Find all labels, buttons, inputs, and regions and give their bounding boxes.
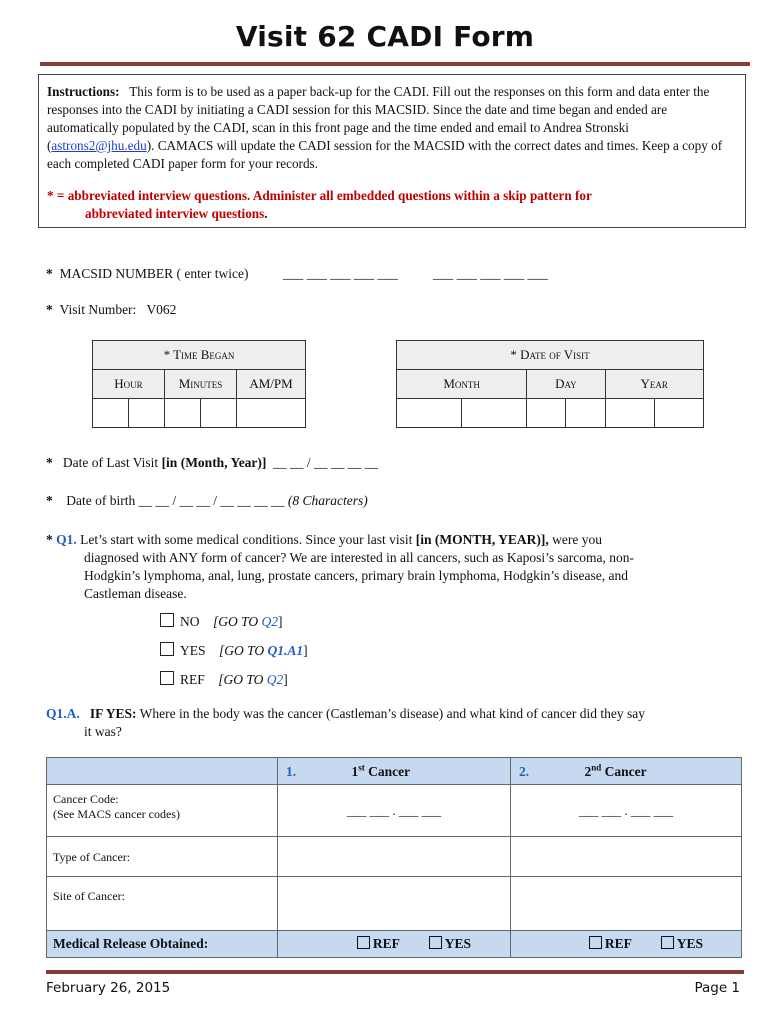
cancer-code-label-a: Cancer Code:	[53, 792, 119, 806]
q1a-text: Where in the body was the cancer (Castleman’s disease) and what kind of cancer did they say	[139, 706, 645, 721]
required-star: *	[46, 455, 53, 470]
year-cell-2[interactable]	[654, 399, 703, 428]
cancer-2-ordinal-suffix: nd	[591, 762, 602, 773]
cancer-table-corner	[47, 758, 278, 785]
cancer-1-label: Cancer	[368, 763, 411, 779]
goto-target: Q2	[261, 614, 279, 629]
visit-number-label: Visit Number:	[59, 302, 137, 317]
cancer-1-ref-option[interactable]	[357, 936, 400, 951]
page-title: Visit 62 CADI Form	[235, 20, 535, 53]
cancer-2-label: Cancer	[604, 763, 647, 779]
checkbox-icon[interactable]	[589, 936, 602, 949]
option-label: REF	[180, 672, 205, 687]
cancer-2-ref-option[interactable]	[589, 936, 632, 951]
option-label: NO	[180, 614, 200, 629]
macsid-row	[46, 266, 248, 282]
dob-input[interactable]: __ __ / __ __ / __ __ __ __	[138, 493, 285, 508]
q1a-line1	[46, 705, 736, 723]
required-star: *	[46, 302, 53, 317]
checkbox-icon[interactable]	[160, 613, 174, 627]
type-of-cancer-label: Type of Cancer:	[47, 837, 278, 877]
cancer-2-code-input[interactable]: ___ ___ . ___ ___	[511, 785, 742, 837]
goto-target: Q2	[266, 672, 284, 687]
instructions-text	[47, 83, 737, 173]
dob-note: (8 Characters)	[287, 493, 368, 508]
macsid-input-1[interactable]: ___ ___ ___ ___ ___	[283, 266, 398, 281]
visit-number-row	[46, 302, 176, 318]
goto-target: Q1.A1	[267, 643, 304, 658]
q1-text-a: Let’s start with some medical conditions. Since your last visit	[80, 532, 413, 547]
checkbox-icon[interactable]	[357, 936, 370, 949]
year-cell-1[interactable]	[605, 399, 654, 428]
email-link[interactable]: astrons2@jhu.edu	[51, 138, 147, 153]
goto-suffix: ]	[303, 643, 308, 658]
q1a-block	[46, 705, 736, 741]
visit-number-value: V062	[146, 302, 177, 317]
macsid-label: MACSID NUMBER ( enter twice)	[59, 266, 249, 281]
instructions-box	[38, 74, 746, 228]
hour-header: Hour	[93, 370, 165, 399]
footer-rule	[46, 970, 744, 974]
day-cell-2[interactable]	[566, 399, 605, 428]
cancer-1-code-input[interactable]: ___ ___ . ___ ___	[278, 785, 511, 837]
minutes-cell-2[interactable]	[201, 399, 237, 428]
macsid-input-2[interactable]: ___ ___ ___ ___ ___	[433, 266, 548, 281]
last-visit-row	[46, 455, 378, 471]
cancer-1-yes-option[interactable]	[429, 936, 471, 951]
cancer-1-header	[278, 758, 511, 785]
day-cell-1[interactable]	[527, 399, 566, 428]
q1-option-ref[interactable]	[160, 671, 288, 688]
q1a-ifyes: IF YES:	[89, 706, 137, 721]
cancer-2-header	[511, 758, 742, 785]
q1a-number: Q1.A.	[46, 706, 80, 721]
instructions-part2: ). CAMACS will update the CADI session for the MACSID with the correct dates and times. Keep a copy of each completed CADI paper form for your records.	[47, 138, 723, 171]
cancer-2-type-input[interactable]	[511, 837, 742, 877]
goto-suffix: ]	[278, 614, 283, 629]
cancer-2-title	[533, 764, 647, 779]
cancer-code-label-b: (See MACS cancer codes)	[53, 807, 180, 821]
hour-cell-2[interactable]	[129, 399, 165, 428]
option-label: REF	[372, 936, 400, 951]
q1-block	[46, 531, 726, 603]
option-label: REF	[604, 936, 632, 951]
q1-text-b: were you	[552, 532, 602, 547]
month-header: Month	[397, 370, 527, 399]
dob-label: Date of birth	[66, 493, 136, 508]
title-rule	[40, 62, 750, 66]
cancer-1-site-input[interactable]	[278, 877, 511, 931]
q1-bold: [in (MONTH, YEAR)],	[415, 532, 549, 547]
footer-date: February 26, 2015	[46, 980, 171, 996]
dob-row	[46, 493, 368, 509]
last-visit-label: Date of Last Visit	[62, 455, 159, 470]
instructions-label: Instructions:	[47, 84, 120, 99]
option-label: YES	[676, 936, 704, 951]
abbreviated-note-line1: * = abbreviated interview questions. Administer all embedded questions within a skip pattern for	[47, 188, 592, 203]
cancer-2-site-input[interactable]	[511, 877, 742, 931]
goto-prefix: [GO TO	[219, 643, 265, 658]
goto-suffix: ]	[283, 672, 288, 687]
q1-line2: diagnosed with ANY form of cancer? We are interested in all cancers, such as Kaposi’s sarcoma, non-	[84, 550, 634, 565]
year-header: Year	[605, 370, 704, 399]
medical-release-label: Medical Release Obtained:	[47, 931, 278, 958]
minutes-cell-1[interactable]	[165, 399, 201, 428]
time-began-table	[92, 340, 306, 428]
checkbox-icon[interactable]	[160, 642, 174, 656]
q1a-line2: it was?	[84, 724, 122, 739]
last-visit-input[interactable]: __ __ / __ __ __ __	[273, 455, 379, 470]
cancer-1-ordinal: 1	[351, 763, 359, 779]
instructions-part1: This form is to be used as a paper back-up for the CADI. Fill out the responses on this form and data enter the responses into the CADI by initiating a CADI session for this MACSID. Since the date and time began and ended are automatically populated by the CADI, scan in this front page and the time ended and email to Andrea Stronski (	[47, 84, 710, 153]
date-of-visit-table	[396, 340, 704, 428]
cancer-1-number: 1.	[286, 763, 297, 779]
cancer-1-ordinal-suffix: st	[358, 762, 365, 773]
abbreviated-note-line2	[47, 205, 737, 223]
q1-number: Q1.	[56, 532, 77, 547]
required-star: *	[46, 532, 53, 547]
goto-prefix: [GO TO	[213, 614, 259, 629]
cancer-2-release	[511, 931, 742, 958]
month-cell-1[interactable]	[397, 399, 462, 428]
month-cell-2[interactable]	[462, 399, 527, 428]
required-star: *	[46, 493, 53, 508]
cancer-2-yes-option[interactable]	[661, 936, 703, 951]
option-label: YES	[444, 936, 472, 951]
cancer-1-release	[278, 931, 511, 958]
checkbox-icon[interactable]	[429, 936, 442, 949]
time-began-title: * Time Began	[93, 341, 306, 370]
cancer-2-ordinal: 2	[584, 763, 592, 779]
cancer-2-number: 2.	[519, 763, 530, 779]
goto-prefix: [GO TO	[218, 672, 264, 687]
ampm-cell[interactable]	[237, 399, 306, 428]
checkbox-icon[interactable]	[661, 936, 674, 949]
cancer-1-type-input[interactable]	[278, 837, 511, 877]
site-of-cancer-label: Site of Cancer:	[47, 877, 278, 931]
q1-line3: Hodgkin’s lymphoma, anal, lung, prostate cancers, primary brain lymphoma, Hodgkin’s disease, and	[84, 568, 629, 583]
date-of-visit-title: * Date of Visit	[397, 341, 704, 370]
q1-line1	[46, 531, 726, 549]
q1-option-yes[interactable]	[160, 642, 308, 659]
checkbox-icon[interactable]	[160, 671, 174, 685]
cancer-1-title	[300, 764, 411, 779]
cancer-code-label	[47, 785, 278, 837]
abbreviated-note	[47, 187, 737, 223]
day-header: Day	[527, 370, 605, 399]
cancer-table	[46, 757, 742, 958]
required-star: *	[46, 266, 53, 281]
hour-cell-1[interactable]	[93, 399, 129, 428]
q1-line4: Castleman disease.	[84, 586, 187, 601]
q1-option-no[interactable]	[160, 613, 283, 630]
last-visit-format: [in (Month, Year)]	[161, 455, 267, 470]
minutes-header: Minutes	[165, 370, 237, 399]
option-label: YES	[180, 643, 206, 658]
ampm-header: AM/PM	[237, 370, 306, 399]
abbreviated-note-line2-text: abbreviated interview questions	[85, 206, 265, 221]
footer-page: Page 1	[694, 980, 740, 996]
abbreviated-note-period: .	[264, 206, 268, 221]
